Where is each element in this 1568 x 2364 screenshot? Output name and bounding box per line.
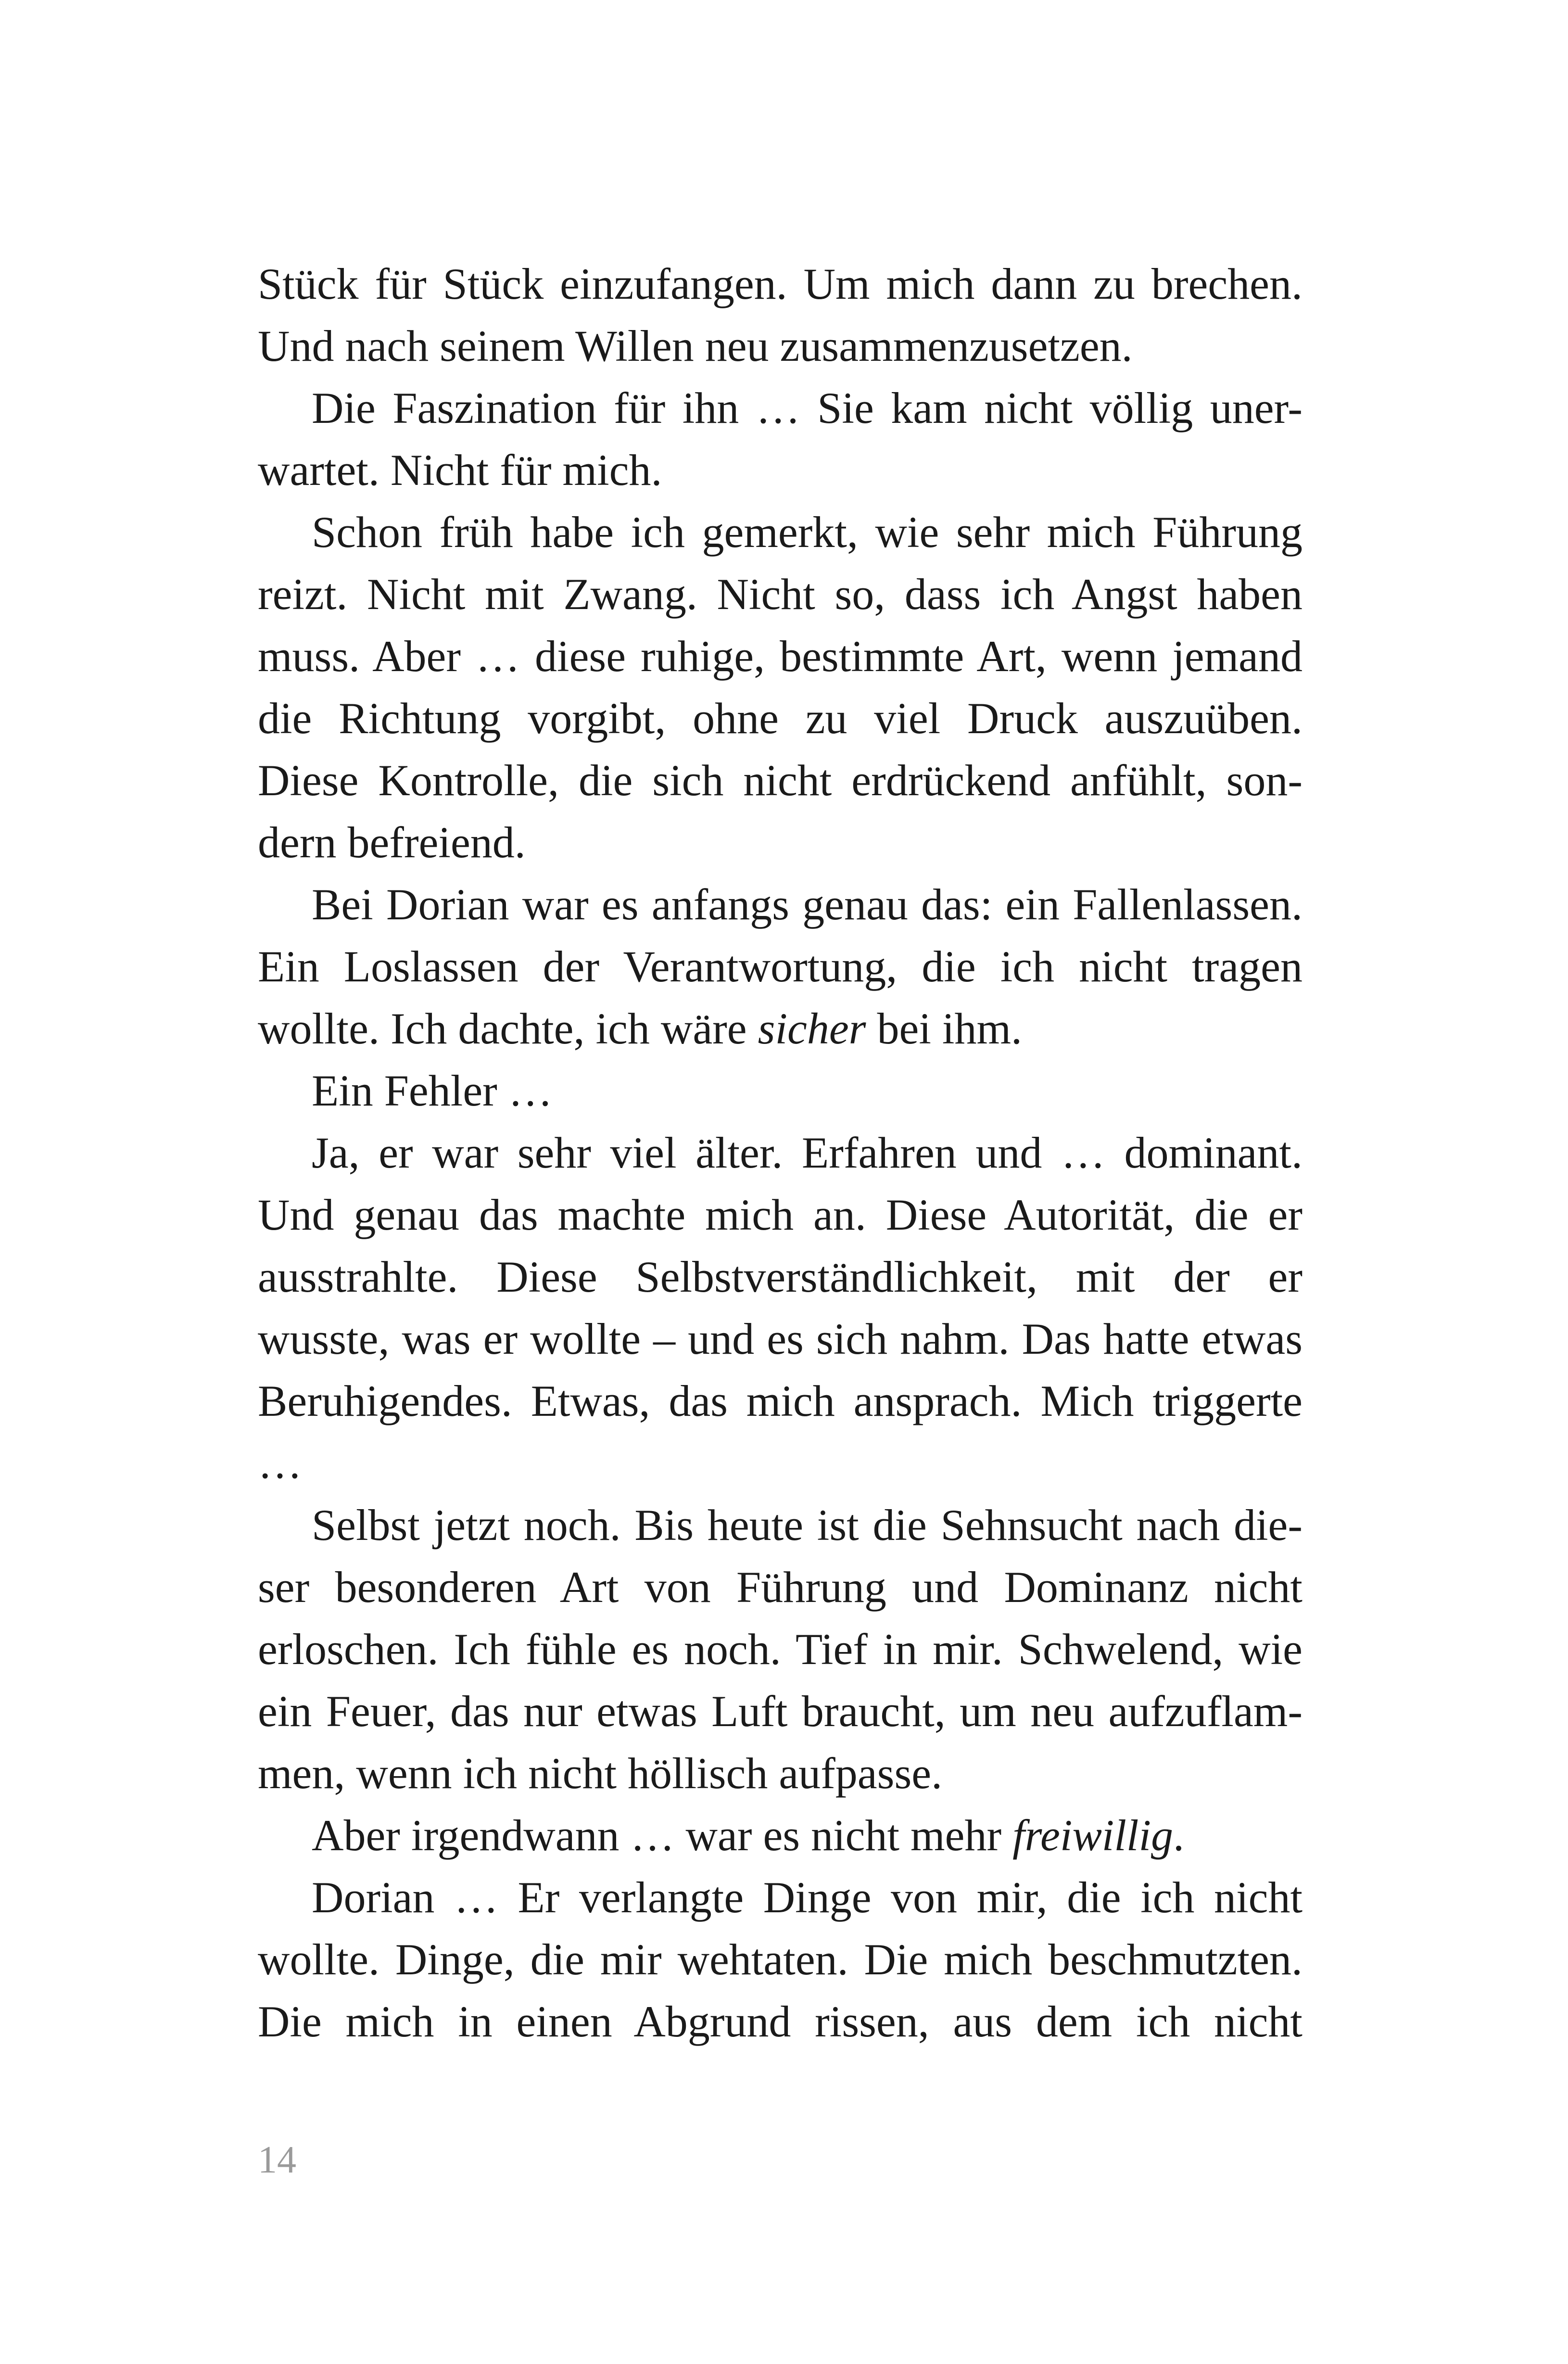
text-line: Die mich in einen Abgrund rissen, aus dem ich nicht	[258, 1997, 1302, 2046]
text-line: ser besonderen Art von Führung und Dominanz nicht	[258, 1563, 1302, 1612]
text-line: Ja, er war sehr viel älter. Erfahren und … dominant.	[312, 1128, 1302, 1177]
text-line: Selbst jetzt noch. Bis heute ist die Sehnsucht nach die-	[312, 1500, 1302, 1550]
text-line: men, wenn ich nicht höllisch aufpasse.	[258, 1749, 943, 1798]
text-line: reizt. Nicht mit Zwang. Nicht so, dass ich Angst haben	[258, 570, 1302, 619]
text-line: Schon früh habe ich gemerkt, wie sehr mich Führung	[312, 508, 1302, 557]
text-line: Die Faszination für ihn … Sie kam nicht völlig uner-	[312, 383, 1302, 432]
text-line: Bei Dorian war es anfangs genau das: ein Fallenlassen.	[312, 880, 1302, 929]
text-line: wusste, was er wollte – und es sich nahm. Das hatte etwas	[258, 1314, 1302, 1363]
emphasis: freiwillig	[1012, 1811, 1174, 1860]
text-line: muss. Aber … diese ruhige, bestimmte Art, wenn jemand	[258, 632, 1302, 681]
text-line: Dorian … Er verlangte Dinge von mir, die ich nicht	[312, 1873, 1302, 1922]
text-line: Beruhigendes. Etwas, das mich ansprach. Mich triggerte	[258, 1376, 1302, 1425]
text-line: Und genau das machte mich an. Diese Autorität, die er	[258, 1190, 1302, 1239]
text-line: wollte. Dinge, die mir wehtaten. Die mich beschmutzten.	[258, 1935, 1302, 1984]
emphasis: sicher	[758, 1004, 866, 1053]
text-line: Stück für Stück einzufangen. Um mich dann zu brechen.	[258, 259, 1302, 308]
text-line: Und nach seinem Willen neu zusammenzusetzen.	[258, 321, 1133, 370]
text-line: …	[258, 1438, 302, 1487]
text-line: wollte. Ich dachte, ich wäre sicher bei ihm.	[258, 1004, 1022, 1053]
text-line: erloschen. Ich fühle es noch. Tief in mir. Schwelend, wie	[258, 1625, 1302, 1674]
text-line: dern befreiend.	[258, 818, 526, 867]
text-line: wartet. Nicht für mich.	[258, 445, 662, 495]
text-line: ausstrahlte. Diese Selbstverständlichkeit, mit der er	[258, 1252, 1302, 1301]
text-line: Aber irgendwann … war es nicht mehr freiwillig.	[312, 1811, 1185, 1860]
text-line: ein Feuer, das nur etwas Luft braucht, um neu aufzuflam-	[258, 1687, 1302, 1736]
page-number: 14	[258, 2139, 296, 2181]
text-line: Diese Kontrolle, die sich nicht erdrückend anfühlt, son-	[258, 756, 1302, 805]
text-line: Ein Loslassen der Verantwortung, die ich nicht tragen	[258, 942, 1302, 991]
text-line: Ein Fehler …	[312, 1066, 553, 1115]
text-line: die Richtung vorgibt, ohne zu viel Druck auszuüben.	[258, 694, 1302, 743]
